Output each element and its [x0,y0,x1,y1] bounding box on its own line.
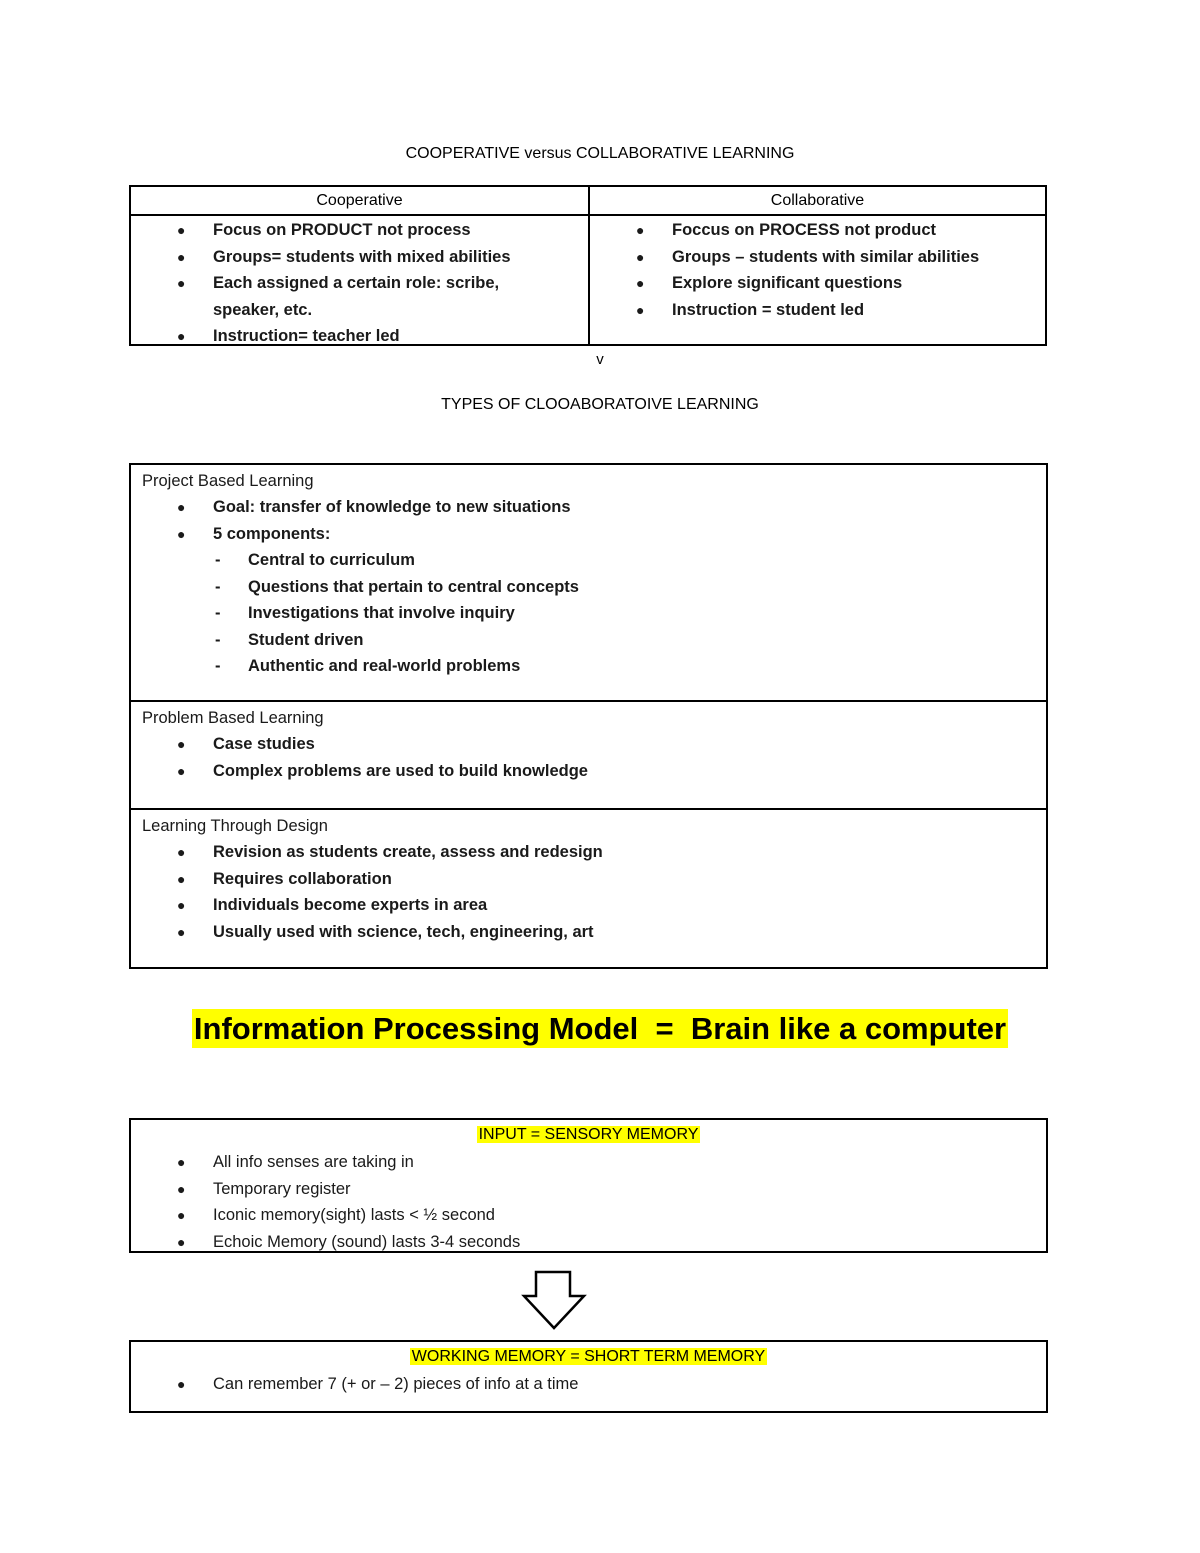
bullet-icon: ● [177,248,186,265]
bullet-icon: ● [177,525,186,542]
types-table [129,463,1048,969]
bullet-icon: ● [177,736,186,752]
ipm-heading-wrap [0,1011,1200,1047]
bullet-icon: ● [636,275,645,291]
section-title: Learning Through Design [142,817,328,835]
list-item: ● Usually used with science, tech, engineering, art [131,919,1046,946]
bullet-icon: ● [177,762,186,779]
box-header: WORKING MEMORY = SHORT TERM MEMORY [411,1348,766,1365]
bullet-icon: ● [636,301,645,318]
bullet-icon: ● [177,1180,186,1197]
list-item: ● Iconic memory(sight) lasts < ½ second [131,1202,1046,1229]
sub-list-item: - Investigations that involve inquiry [215,604,515,622]
bullet-icon: ● [636,222,645,238]
down-arrow-icon [520,1270,588,1332]
comparison-table [129,185,1047,346]
cooperative-header: Cooperative [131,187,588,216]
list-item: ● Requires collaboration [131,866,1046,893]
ipm-heading: Information Processing Model = Brain like a computer [193,1011,1007,1046]
list-item: ● 5 components: [131,521,1046,548]
bullet-icon: ● [177,499,186,515]
list-item: ● Instruction = student led [590,297,1045,324]
box-header: INPUT = SENSORY MEMORY [478,1126,699,1143]
list-item: ● Groups – students with similar abilities [590,244,1045,271]
bullet-icon: ● [177,222,186,238]
list-item: ● Foccus on PROCESS not product [590,217,1045,244]
list-item: ● All info senses are taking in [131,1149,1046,1176]
list-item: ● Goal: transfer of knowledge to new situations [131,494,1046,521]
bullet-icon: ● [177,1376,186,1392]
bullet-icon: ● [177,275,186,291]
bullet-icon: ● [177,328,186,344]
list-item: ● Echoic Memory (sound) lasts 3-4 seconds [131,1229,1046,1256]
bullet-icon: ● [177,844,186,860]
section-title: Project Based Learning [142,472,314,490]
collaborative-column [590,187,1045,344]
bullet-icon: ● [636,248,645,265]
list-item: ● Complex problems are used to build knowledge [131,758,1046,785]
list-item: ● Focus on PRODUCT not process [131,217,588,244]
list-item: ● Revision as students create, assess and redesign [131,839,1046,866]
bullet-icon: ● [177,870,186,887]
bullet-icon: ● [177,1233,186,1250]
list-item: ● Temporary register [131,1176,1046,1203]
sub-list-item: - Student driven [215,630,364,649]
bullet-icon: ● [177,897,186,913]
list-item: ● Explore significant questions [590,270,1045,297]
list-item: ● Each assigned a certain role: scribe, speaker, etc. [131,270,588,323]
list-item: ● Instruction= teacher led [131,323,588,350]
project-based-learning-section [131,465,1046,702]
section-title: Problem Based Learning [142,709,324,727]
input-sensory-memory-box [129,1118,1048,1253]
types-title: TYPES OF CLOOABORATOIVE LEARNING [441,396,759,413]
sub-list-item: - Questions that pertain to central concepts [215,577,579,596]
sub-list-item: - Central to curriculum [215,551,415,569]
list-item: ● Case studies [131,731,1046,758]
list-item: ● Groups= students with mixed abilities [131,244,588,271]
page-title: COOPERATIVE versus COLLABORATIVE LEARNING [405,145,795,162]
cooperative-column [131,187,590,344]
learning-through-design-section [131,810,1046,967]
bullet-icon: ● [177,1154,186,1170]
working-memory-box [129,1340,1048,1413]
list-item: ● Individuals become experts in area [131,892,1046,919]
collaborative-header: Collaborative [590,187,1045,216]
bullet-icon: ● [177,923,186,940]
list-item: ● Can remember 7 (+ or – 2) pieces of info at a time [131,1371,1046,1398]
v-mark: v [596,351,604,368]
sub-list-item: - Authentic and real-world problems [215,657,521,675]
problem-based-learning-section [131,702,1046,810]
bullet-icon: ● [177,1207,186,1223]
